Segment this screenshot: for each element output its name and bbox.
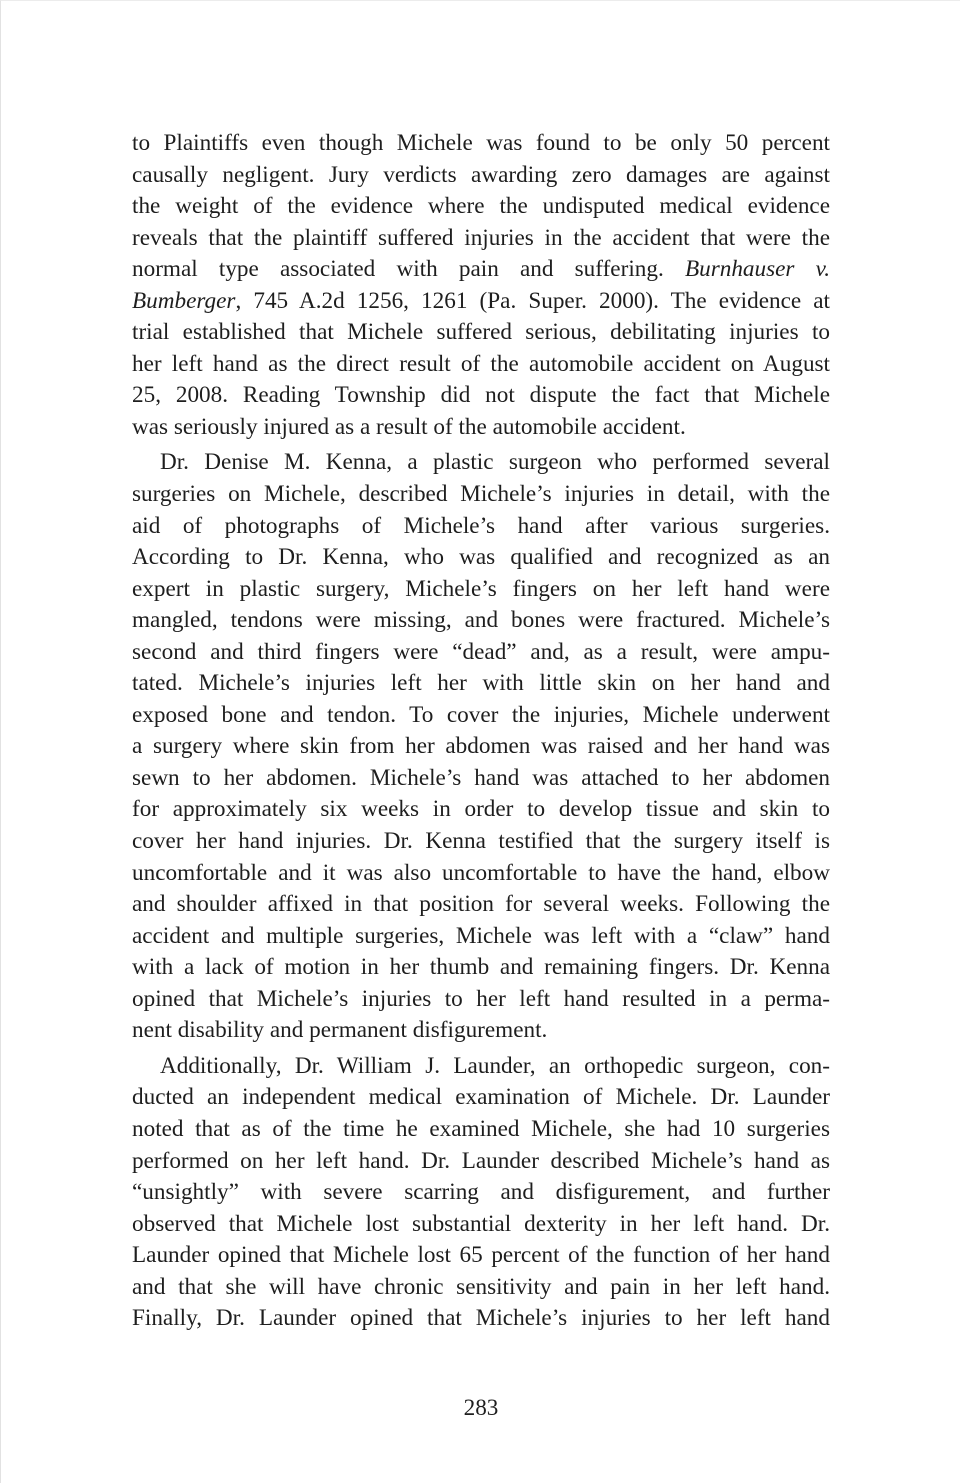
case-citation: Burnhauser v.	[684, 256, 830, 283]
paragraph	[132, 447, 830, 1046]
text-line: and shoulder affixed in that position for several weeks. Following the	[132, 891, 830, 918]
text-line: opined that Michele’s injuries to her left hand resulted in a perma-	[132, 985, 830, 1012]
text-line: was seriously injured as a result of the automobile accident.	[132, 413, 686, 440]
paragraph	[132, 128, 830, 443]
text-line: surgeries on Michele, described Michele’s injuries in detail, with the	[132, 481, 830, 508]
text-line: Bumberger, 745 A.2d 1256, 1261 (Pa. Super. 2000). The evidence at	[132, 287, 830, 314]
text-line: a surgery where skin from her abdomen was raised and her hand was	[132, 733, 830, 760]
text-line: exposed bone and tendon. To cover the injuries, Michele underwent	[132, 701, 830, 728]
text-line: cover her hand injuries. Dr. Kenna testified that the surgery itself is	[132, 828, 830, 855]
text-line: sewn to her abdomen. Michele’s hand was attached to her abdomen	[132, 764, 830, 791]
body-text	[132, 128, 830, 1335]
text-line: reveals that the plaintiff suffered injuries in the accident that were the	[132, 224, 830, 251]
text-line: According to Dr. Kenna, who was qualified and recognized as an	[132, 544, 830, 571]
text-line: performed on her left hand. Dr. Launder described Michele’s hand as	[132, 1147, 830, 1174]
text-line: for approximately six weeks in order to develop tissue and skin to	[132, 796, 830, 823]
text-line: Launder opined that Michele lost 65 percent of the function of her hand	[132, 1242, 830, 1269]
text-line: uncomfortable and it was also uncomfortable to have the hand, elbow	[132, 859, 830, 886]
text-line: second and third fingers were “dead” and, as a result, were ampu-	[132, 638, 830, 665]
text-line: 25, 2008. Reading Township did not dispute the fact that Michele	[132, 382, 830, 409]
text-line: “unsightly” with severe scarring and disfigurement, and further	[132, 1179, 830, 1206]
text-line: ducted an independent medical examination of Michele. Dr. Launder	[132, 1084, 830, 1111]
page-number: 283	[463, 1395, 499, 1421]
text-line: Dr. Denise M. Kenna, a plastic surgeon who performed several	[160, 449, 830, 476]
text-line: and that she will have chronic sensitivity and pain in her left hand.	[132, 1273, 830, 1300]
text-line: with a lack of motion in her thumb and remaining fingers. Dr. Kenna	[132, 954, 830, 981]
text-line: normal type associated with pain and suffering. Burnhauser v.	[132, 256, 830, 283]
text-line: noted that as of the time he examined Michele, she had 10 surgeries	[132, 1115, 830, 1142]
text-line: accident and multiple surgeries, Michele was left with a “claw” hand	[132, 922, 830, 949]
text-line: Finally, Dr. Launder opined that Michele’s injuries to her left hand	[132, 1305, 830, 1332]
text-line: her left hand as the direct result of the automobile accident on August	[132, 350, 830, 377]
case-citation: Bumberger	[132, 287, 236, 314]
text-line: aid of photographs of Michele’s hand after various surgeries.	[132, 512, 830, 539]
text-line: causally negligent. Jury verdicts awarding zero damages are against	[132, 161, 830, 188]
text-line: trial established that Michele suffered serious, debilitating injuries to	[132, 319, 830, 346]
text-line: the weight of the evidence where the undisputed medical evidence	[132, 193, 830, 220]
text-line: Additionally, Dr. William J. Launder, an orthopedic surgeon, con-	[160, 1052, 830, 1079]
text-line: tated. Michele’s injuries left her with little skin on her hand and	[132, 670, 830, 697]
paragraph	[132, 1051, 830, 1335]
text-line: mangled, tendons were missing, and bones were fractured. Michele’s	[132, 607, 830, 634]
text-line: nent disability and permanent disfigurement.	[132, 1017, 548, 1044]
text-line: to Plaintiffs even though Michele was found to be only 50 percent	[132, 130, 830, 156]
text-line: expert in plastic surgery, Michele’s fingers on her left hand were	[132, 575, 830, 602]
text-line: observed that Michele lost substantial dexterity in her left hand. Dr.	[132, 1210, 830, 1237]
